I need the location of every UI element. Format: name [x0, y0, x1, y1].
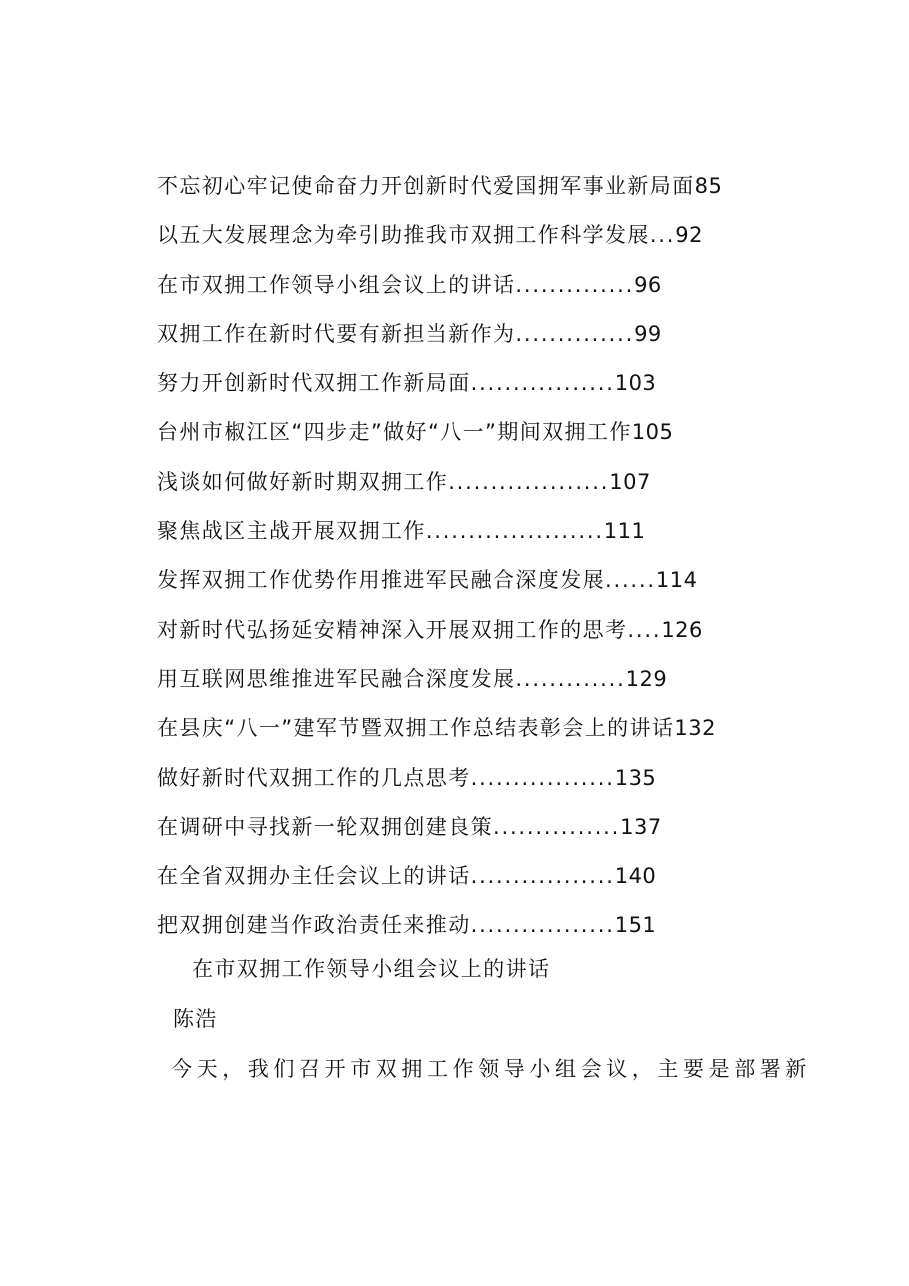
table-of-contents: [157, 166, 797, 955]
toc-entry-page-number: 92: [675, 223, 703, 248]
toc-entry-leader: .....................: [425, 519, 604, 544]
toc-entry-leader: ...............: [493, 814, 621, 839]
toc-entry[interactable]: [157, 856, 797, 905]
toc-entry-page-number: 129: [625, 666, 668, 691]
toc-entry[interactable]: [157, 265, 797, 314]
toc-entry-page-number: 132: [674, 716, 716, 741]
toc-entry-page-number: 137: [620, 814, 662, 839]
toc-entry[interactable]: [157, 166, 797, 215]
article-heading: 在市双拥工作领导小组会议上的讲话: [192, 957, 551, 981]
toc-entry-leader: .............: [515, 666, 626, 691]
toc-entry-title: 在市双拥工作领导小组会议上的讲话: [157, 272, 516, 297]
toc-entry[interactable]: [157, 905, 797, 954]
toc-entry-title: 努力开创新时代双拥工作新局面: [157, 371, 471, 396]
toc-entry[interactable]: [157, 314, 797, 363]
toc-entry[interactable]: [157, 758, 797, 807]
toc-entry-page-number: 135: [614, 765, 657, 790]
toc-entry-title: 在调研中寻找新一轮双拥创建良策: [157, 814, 493, 839]
toc-entry[interactable]: [157, 511, 797, 560]
toc-entry-leader: .................: [470, 371, 615, 396]
toc-entry-page-number: 111: [603, 519, 646, 544]
toc-entry-leader: .................: [470, 864, 615, 889]
toc-entry-leader: ...................: [448, 469, 610, 494]
toc-entry-title: 在全省双拥办主任会议上的讲话: [157, 864, 471, 889]
toc-entry-leader: ..............: [515, 321, 635, 346]
toc-entry-title: 聚焦战区主战开展双拥工作: [157, 519, 426, 544]
article-first-line: 今天，我们召开市双拥工作领导小组会议，主要是部署新: [171, 1057, 811, 1081]
toc-entry[interactable]: [157, 412, 797, 461]
toc-entry-page-number: 140: [614, 864, 657, 889]
toc-entry-page-number: 114: [655, 568, 698, 593]
toc-entry-title: 做好新时代双拥工作的几点思考: [157, 765, 471, 790]
toc-entry[interactable]: [157, 462, 797, 511]
toc-entry-leader: ......: [605, 568, 656, 593]
toc-entry-title: 用互联网思维推进军民融合深度发展: [157, 666, 516, 691]
toc-entry-leader: ...: [649, 223, 676, 248]
toc-entry[interactable]: [157, 807, 797, 856]
toc-entry-leader: .................: [470, 765, 615, 790]
toc-entry-page-number: 96: [634, 272, 662, 297]
toc-entry-title: 以五大发展理念为牵引助推我市双拥工作科学发展: [157, 223, 650, 248]
toc-entry-title: 发挥双拥工作优势作用推进军民融合深度发展: [157, 568, 605, 593]
toc-entry[interactable]: [157, 560, 797, 609]
article-author: 陈浩: [173, 1007, 218, 1031]
toc-entry[interactable]: [157, 610, 797, 659]
toc-entry-title: 在县庆“八一”建军节暨双拥工作总结表彰会上的讲话: [157, 716, 675, 741]
toc-entry-title: 浅谈如何做好新时期双拥工作: [157, 469, 449, 494]
toc-entry-title: 对新时代弘扬延安精神深入开展双拥工作的思考: [157, 617, 628, 642]
toc-entry-page-number: 99: [634, 321, 662, 346]
toc-entry-leader: ..............: [515, 272, 635, 297]
toc-entry-page-number: 107: [609, 469, 651, 494]
toc-entry-title: 不忘初心牢记使命奋力开创新时代爱国拥军事业新局面: [157, 174, 695, 198]
toc-entry-leader: .................: [470, 913, 615, 938]
toc-entry-page-number: 126: [661, 617, 703, 642]
toc-entry-title: 台州市椒江区“四步走”做好“八一”期间双拥工作: [157, 420, 632, 445]
toc-entry-title: 把双拥创建当作政治责任来推动: [157, 913, 471, 938]
toc-entry-page-number: 105: [631, 420, 674, 445]
toc-entry-title: 双拥工作在新时代要有新担当新作为: [157, 321, 516, 346]
toc-entry[interactable]: [157, 659, 797, 708]
toc-entry-page-number: 85: [694, 174, 723, 198]
toc-entry[interactable]: [157, 363, 797, 412]
toc-entry[interactable]: [157, 215, 797, 264]
toc-entry-page-number: 103: [614, 371, 657, 396]
toc-entry-page-number: 151: [614, 913, 657, 938]
toc-entry-leader: ....: [627, 617, 662, 642]
toc-entry[interactable]: [157, 708, 797, 757]
